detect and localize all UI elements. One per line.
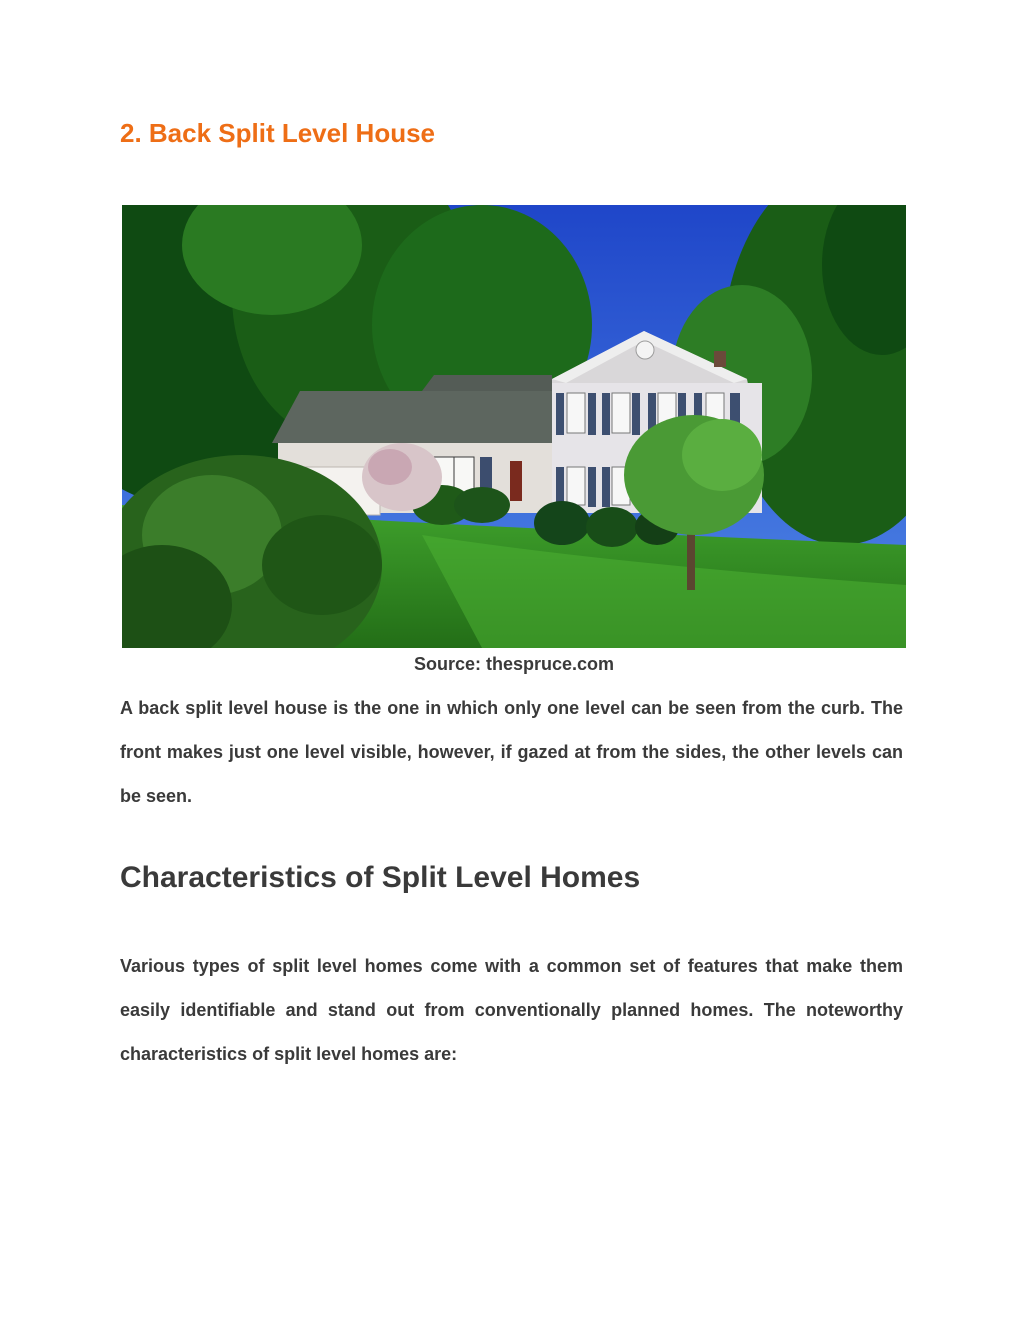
house-photo: [122, 205, 906, 648]
characteristics-heading: Characteristics of Split Level Homes: [120, 861, 641, 894]
section-heading: 2. Back Split Level House: [120, 118, 436, 148]
characteristics-paragraph: Various types of split level homes come with a common set of features that make them easily identifiable and stand out from conventionally planned homes. The noteworthy characteristics of split level homes are:: [120, 956, 903, 1064]
section-paragraph: A back split level house is the one in which only one level can be seen from the curb. The front makes just one level visible, however, if gazed at from the sides, the other levels can be seen.: [120, 698, 903, 806]
image-caption: Source: thespruce.com: [413, 654, 615, 674]
